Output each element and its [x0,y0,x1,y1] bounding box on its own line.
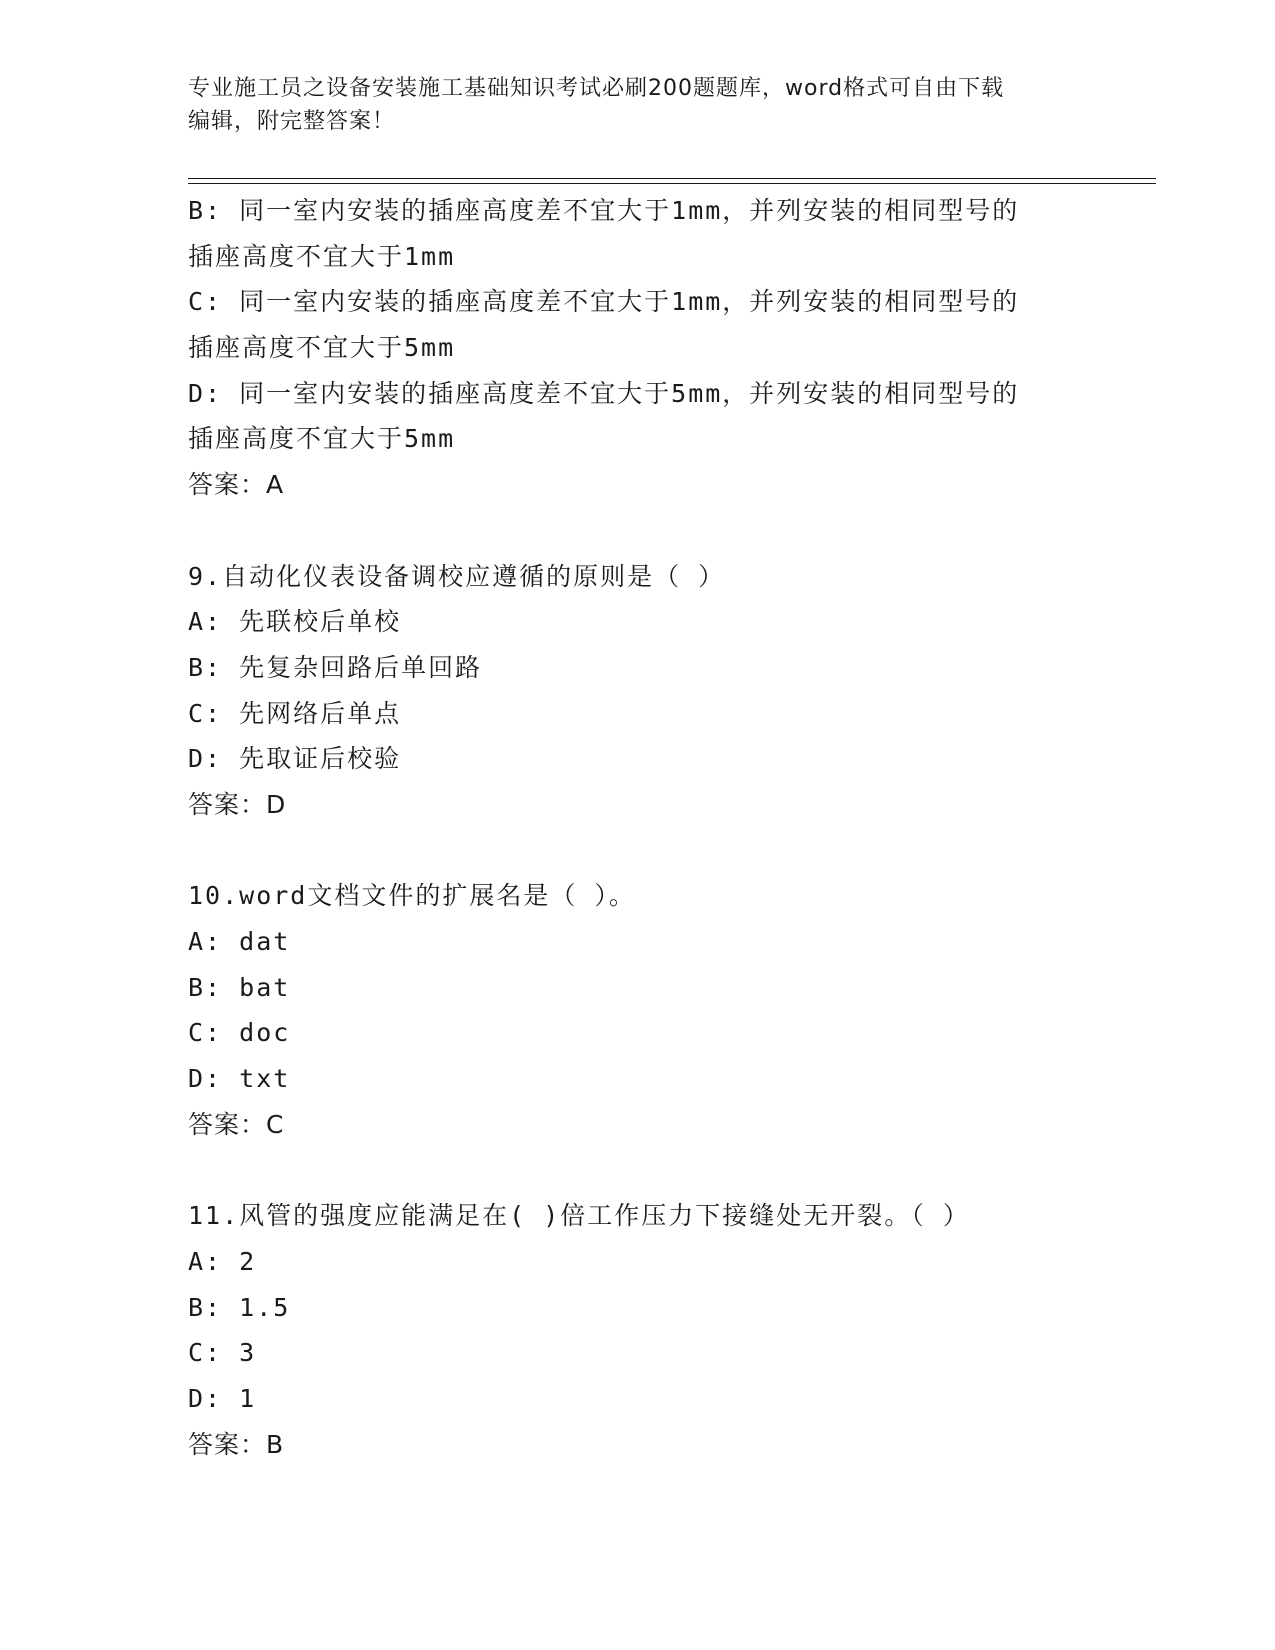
q10-option-a: A: dat [188,927,291,956]
q9-option-b: B: 先复杂回路后单回路 [188,652,483,682]
q8-option-d-line1: D: 同一室内安装的插座高度差不宜大于5mm，并列安装的相同型号的 [188,378,1020,408]
q9-option-c: C: 先网络后单点 [188,698,402,728]
header-title-line2: 编辑，附完整答案！ [188,109,396,134]
q8-option-d-line2: 插座高度不宜大于5mm [188,424,456,454]
question-11 [188,1193,1088,1467]
q9-option-a: A: 先联校后单校 [188,607,402,637]
q11-option-c: C: 3 [188,1338,257,1368]
q8-option-b-line2: 插座高度不宜大于1mm [188,241,456,271]
q8-option-c-line2: 插座高度不宜大于5mm [188,333,456,363]
q11-option-d: D: 1 [188,1383,257,1413]
q10-stem: 10.word文档文件的扩展名是（ ）。 [188,881,636,911]
q11-answer: 答案：B [188,1429,285,1459]
q10-option-d: D: txt [188,1064,291,1094]
q9-option-d: D: 先取证后校验 [188,744,402,774]
q10-option-c: C: doc [188,1018,291,1048]
header-title-line1: 专业施工员之设备安装施工基础知识考试必刷200题题库，word格式可自由下载 [188,76,1005,101]
q10-answer: 答案：C [188,1109,285,1139]
question-10 [188,873,1088,1147]
q11-option-b: B: 1.5 [188,1292,291,1322]
question-spacer [188,1147,1088,1193]
question-9 [188,554,1088,828]
question-8 [188,188,1088,508]
q8-option-b-line1: B: 同一室内安装的插座高度差不宜大于1mm，并列安装的相同型号的 [188,196,1020,225]
q11-stem: 11.风管的强度应能满足在( )倍工作压力下接缝处无开裂。（ ） [188,1201,970,1231]
question-list [188,188,1088,1467]
q8-option-c-line1: C: 同一室内安装的插座高度差不宜大于1mm，并列安装的相同型号的 [188,287,1020,317]
q10-option-b: B: bat [188,972,291,1002]
document-header [188,72,1088,138]
q8-answer: 答案：A [188,470,285,500]
q11-option-a: A: 2 [188,1246,257,1276]
q9-answer: 答案：D [188,789,287,819]
question-spacer [188,828,1088,874]
header-divider-top [188,178,1156,179]
header-divider-bottom [188,183,1156,184]
q9-stem: 9.自动化仪表设备调校应遵循的原则是（ ） [188,561,726,591]
question-spacer [188,508,1088,554]
